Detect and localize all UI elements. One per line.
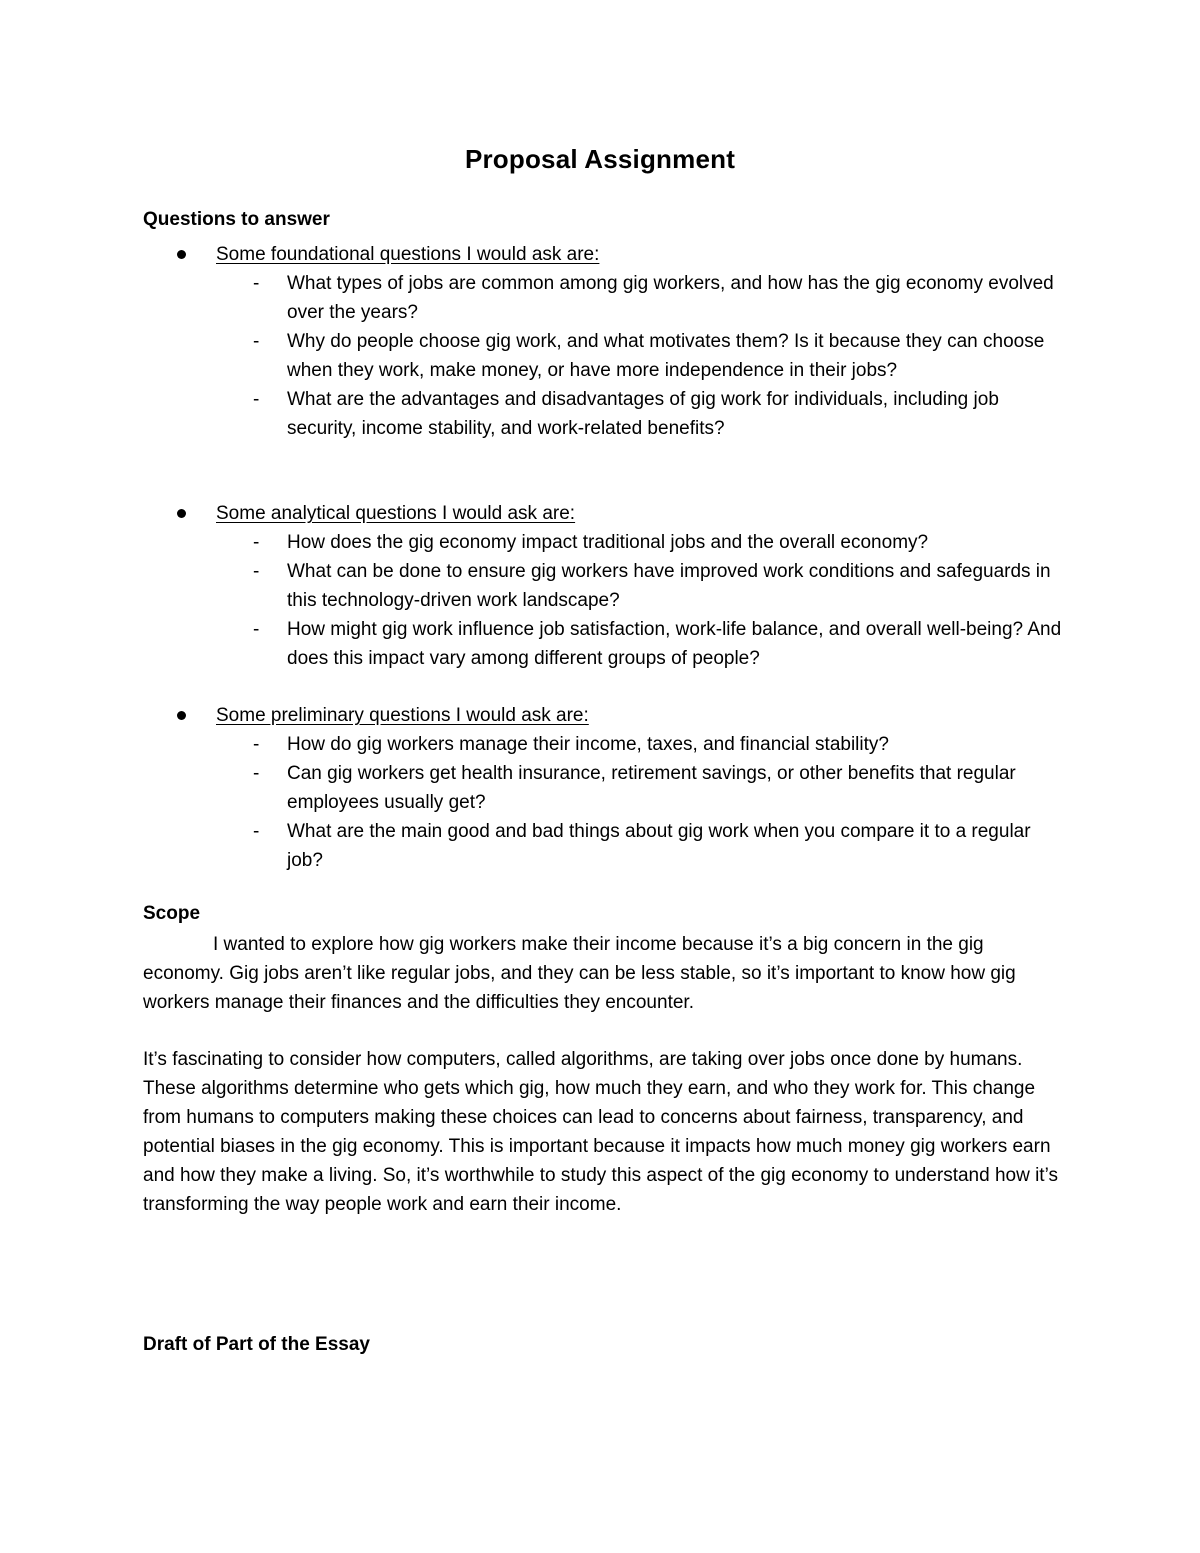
list-item (143, 385, 1063, 443)
bullet-icon (177, 509, 186, 518)
list-item-text: What types of jobs are common among gig workers, and how has the gig economy evolved over the years? (287, 273, 1054, 323)
list-item-text: What are the main good and bad things about gig work when you compare it to a regular job? (287, 821, 1031, 871)
list-item-text: What are the advantages and disadvantages of gig work for individuals, including job security, income stability, and work-related benefits? (287, 389, 999, 439)
scope-paragraph: I wanted to explore how gig workers make their income because it’s a big concern in the gig economy. Gig jobs aren’t like regular jobs, and they can be less stable, so it’s important to know how gig workers manage their finances and the difficulties they encounter. (143, 934, 1016, 1013)
dash-icon: - (253, 389, 260, 410)
bullet-label: Some foundational questions I would ask are: (216, 244, 600, 265)
preliminary-questions-group (143, 701, 1063, 875)
dash-icon: - (253, 273, 260, 294)
list-item-text: Why do people choose gig work, and what motivates them? Is it because they can choose when they work, make money, or have more independence in their jobs? (287, 331, 1045, 381)
dash-icon: - (253, 331, 260, 352)
list-item-text: Can gig workers get health insurance, retirement savings, or other benefits that regular employees usually get? (287, 763, 1016, 813)
bullet-row (143, 701, 1063, 730)
list-item (143, 557, 1063, 615)
dash-icon: - (253, 821, 260, 842)
dash-icon: - (253, 763, 260, 784)
bullet-label: Some preliminary questions I would ask are: (216, 705, 589, 726)
scope-heading: Scope (143, 903, 201, 924)
list-item-text: How do gig workers manage their income, taxes, and financial stability? (287, 734, 889, 755)
dash-icon: - (253, 734, 260, 755)
list-item-text: How might gig work influence job satisfaction, work-life balance, and overall well-being? And does this impact vary among different groups of people? (287, 619, 1062, 669)
list-item (143, 759, 1063, 817)
analytical-questions-group (143, 499, 1063, 673)
dash-icon: - (253, 532, 260, 553)
bullet-row (143, 499, 1063, 528)
bullet-label: Some analytical questions I would ask are: (216, 503, 576, 524)
list-item (143, 528, 1063, 557)
scope-paragraph: It’s fascinating to consider how computers, called algorithms, are taking over jobs once done by humans. These algorithms determine who gets which gig, how much they earn, and who they work for. This change from humans to computers making these choices can lead to concerns about fairness, transparency, and potential biases in the gig economy. This is important because it impacts how much money gig workers earn and how they make a living. So, it’s worthwhile to study this aspect of the gig economy to understand how it’s transforming the way people work and earn their income. (143, 1049, 1058, 1215)
list-item (143, 615, 1063, 673)
list-item (143, 817, 1063, 875)
list-item (143, 269, 1063, 327)
list-item (143, 730, 1063, 759)
questions-heading: Questions to answer (143, 209, 330, 230)
foundational-questions-group (143, 240, 1063, 443)
list-item-text: What can be done to ensure gig workers have improved work conditions and safeguards in this technology-driven work landscape? (287, 561, 1051, 611)
dash-icon: - (253, 619, 260, 640)
dash-icon: - (253, 561, 260, 582)
bullet-icon (177, 711, 186, 720)
page-title: Proposal Assignment (464, 144, 736, 174)
bullet-icon (177, 250, 186, 259)
draft-heading: Draft of Part of the Essay (143, 1334, 370, 1355)
bullet-row (143, 240, 1063, 269)
list-item (143, 327, 1063, 385)
list-item-text: How does the gig economy impact traditional jobs and the overall economy? (287, 532, 929, 553)
